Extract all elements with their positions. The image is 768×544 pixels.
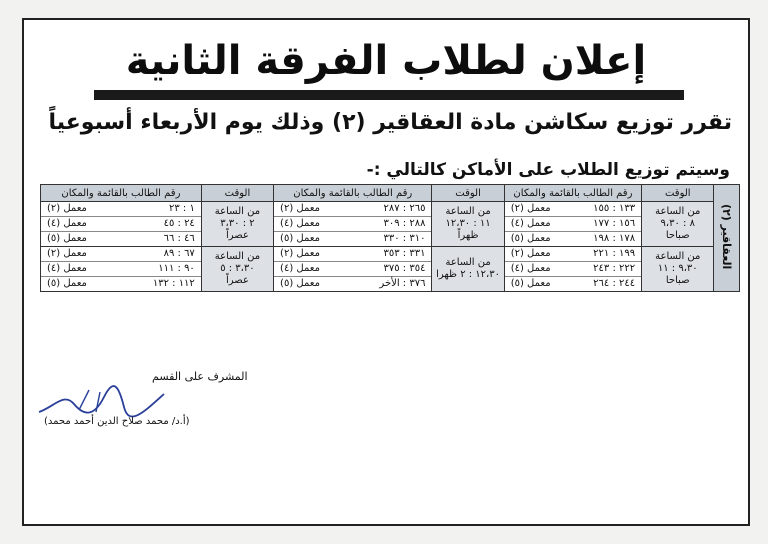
header-students-2: رقم الطالب بالقائمة والمكان bbox=[274, 185, 432, 202]
announcement-title: إعلان لطلاب الفرقة الثانية bbox=[125, 38, 647, 84]
distribution-intro: وسيتم توزيع الطلاب على الأماكن كالتالي :- bbox=[366, 160, 730, 180]
student-ranges: ٦٧ : ٨٩ معمل (٢) ٩٠ : ١١١ معمل (٤) ١١٢ : ١٣٢ معمل (٥) bbox=[41, 247, 202, 292]
schedule-table bbox=[40, 184, 740, 292]
student-ranges: ١ : ٢٣ معمل (٢) ٢٤ : ٤٥ معمل (٤) ٤٦ : ٦٦ معمل (٥) bbox=[41, 202, 202, 247]
student-ranges: ٣٣١ : ٣٥٣ معمل (٢) ٣٥٤ : ٣٧٥ معمل (٤) ٣٧٦ : الأخر معمل (٥) bbox=[274, 247, 432, 292]
time-slot: من الساعة ١١ : ١٢،٣٠ ظهراً bbox=[432, 202, 504, 247]
header-students-3: رقم الطالب بالقائمة والمكان bbox=[41, 185, 202, 202]
subject-group-label: العقاقير (٢) bbox=[720, 203, 734, 270]
student-ranges: ٢٦٥ : ٢٨٧ معمل (٢) ٢٨٨ : ٣٠٩ معمل (٤) ٣١٠ : ٣٣٠ معمل (٥) bbox=[274, 202, 432, 247]
time-slot: من الساعة ٣،٣٠ : ٥ عصراً bbox=[201, 247, 273, 292]
header-time-2: الوقت bbox=[432, 185, 504, 202]
signer-name: (أ.د/ محمد صلاح الدين أحمد محمد) bbox=[44, 416, 190, 427]
header-time-1: الوقت bbox=[642, 185, 714, 202]
schedule-row bbox=[41, 202, 740, 247]
student-ranges: ١٣٣ : ١٥٥ معمل (٢) ١٥٦ : ١٧٧ معمل (٤) ١٧٨ : ١٩٨ معمل (٥) bbox=[504, 202, 641, 247]
student-ranges: ١٩٩ : ٢٢١ معمل (٢) ٢٢٢ : ٢٤٣ معمل (٤) ٢٤٤ : ٢٦٤ معمل (٥) bbox=[504, 247, 641, 292]
time-slot: من الساعة ٢ : ٣،٣٠ عصراً bbox=[201, 202, 273, 247]
title-underline bbox=[94, 90, 684, 100]
announcement-subtitle: تقرر توزيع سكاشن مادة العقاقير (٢) وذلك يوم الأربعاء أسبوعياً bbox=[48, 110, 732, 135]
time-slot: من الساعة ٩،٣٠ : ١١ صباحا bbox=[642, 247, 714, 292]
signer-title: المشرف على القسم bbox=[152, 370, 248, 383]
subject-group-cell bbox=[714, 185, 740, 292]
time-slot: من الساعة ٨ : ٩،٣٠ صباحا bbox=[642, 202, 714, 247]
header-time-3: الوقت bbox=[201, 185, 273, 202]
header-students-1: رقم الطالب بالقائمة والمكان bbox=[504, 185, 641, 202]
time-slot: من الساعة ١٢،٣٠ : ٢ ظهرا bbox=[432, 247, 504, 292]
announcement-sheet bbox=[22, 18, 750, 526]
schedule-row bbox=[41, 247, 740, 292]
